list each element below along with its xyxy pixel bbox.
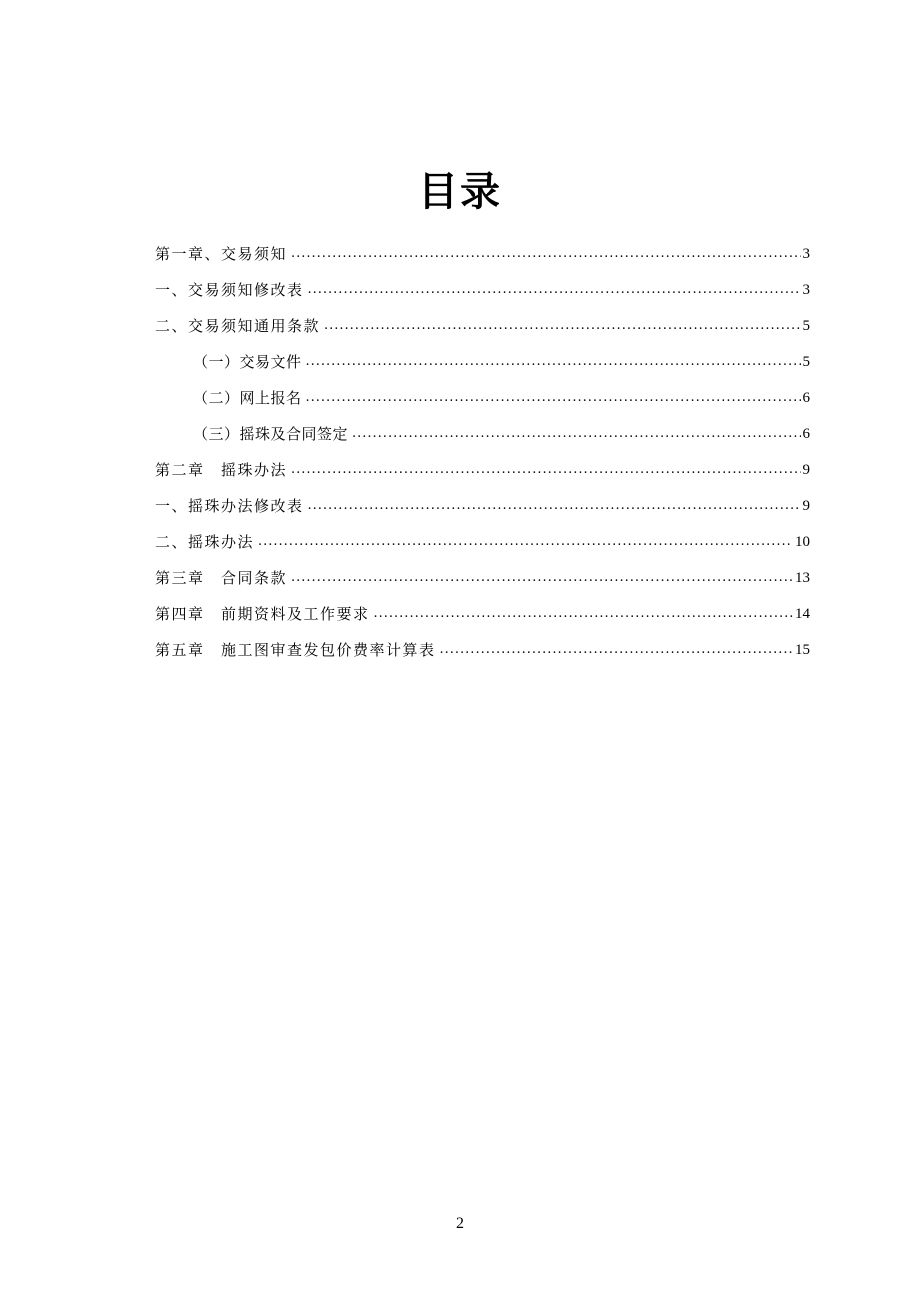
toc-entry-page: 6 [802, 390, 810, 406]
toc-entry-page: 9 [802, 462, 810, 478]
toc-entry-label: （一）交易文件 [193, 353, 302, 371]
toc-entry-page: 14 [795, 606, 810, 622]
toc-entry-page: 5 [802, 318, 810, 334]
table-of-contents [155, 236, 810, 668]
toc-subentry[interactable] [155, 344, 810, 380]
toc-entry-label: 第二章 摇珠办法 [155, 461, 288, 479]
toc-entry-label: 二、交易须知通用条款 [155, 317, 321, 335]
toc-subentry[interactable] [155, 416, 810, 452]
toc-dot-leader [291, 452, 800, 488]
toc-entry[interactable] [155, 272, 810, 308]
toc-dot-leader [306, 380, 801, 416]
toc-entry-page: 6 [802, 426, 810, 442]
toc-entry[interactable] [155, 632, 810, 668]
toc-dot-leader [324, 308, 800, 344]
toc-entry[interactable] [155, 236, 810, 272]
toc-entry-label: 第四章 前期资料及工作要求 [155, 605, 370, 623]
toc-entry-label: 二、摇珠办法 [155, 533, 255, 551]
toc-subentry[interactable] [155, 380, 810, 416]
toc-dot-leader [440, 632, 793, 668]
toc-dot-leader [374, 596, 793, 632]
toc-entry-label: 第一章、交易须知 [155, 245, 288, 263]
toc-entry[interactable] [155, 560, 810, 596]
page-number: 2 [456, 1215, 464, 1232]
toc-entry-page: 5 [802, 354, 810, 370]
toc-entry[interactable] [155, 488, 810, 524]
toc-entry[interactable] [155, 524, 810, 560]
toc-entry-label: 第五章 施工图审查发包价费率计算表 [155, 641, 436, 659]
toc-dot-leader [258, 524, 793, 560]
toc-entry-page: 13 [795, 570, 810, 586]
toc-dot-leader [291, 560, 793, 596]
page-title: 目录 [418, 169, 502, 215]
toc-entry-label: （三）摇珠及合同签定 [193, 425, 349, 443]
toc-entry-label: （二）网上报名 [193, 389, 302, 407]
toc-entry-page: 9 [802, 498, 810, 514]
toc-entry[interactable] [155, 452, 810, 488]
toc-dot-leader [306, 344, 801, 380]
toc-entry-label: 一、交易须知修改表 [155, 281, 304, 299]
toc-entry-label: 一、摇珠办法修改表 [155, 497, 304, 515]
toc-entry-page: 3 [802, 282, 810, 298]
toc-entry-page: 3 [802, 246, 810, 262]
toc-entry[interactable] [155, 308, 810, 344]
toc-entry[interactable] [155, 596, 810, 632]
toc-entry-label: 第三章 合同条款 [155, 569, 288, 587]
toc-dot-leader [308, 272, 801, 308]
toc-entry-page: 10 [795, 534, 810, 550]
toc-dot-leader [352, 416, 800, 452]
toc-dot-leader [291, 236, 800, 272]
toc-entry-page: 15 [795, 642, 810, 658]
toc-dot-leader [308, 488, 801, 524]
